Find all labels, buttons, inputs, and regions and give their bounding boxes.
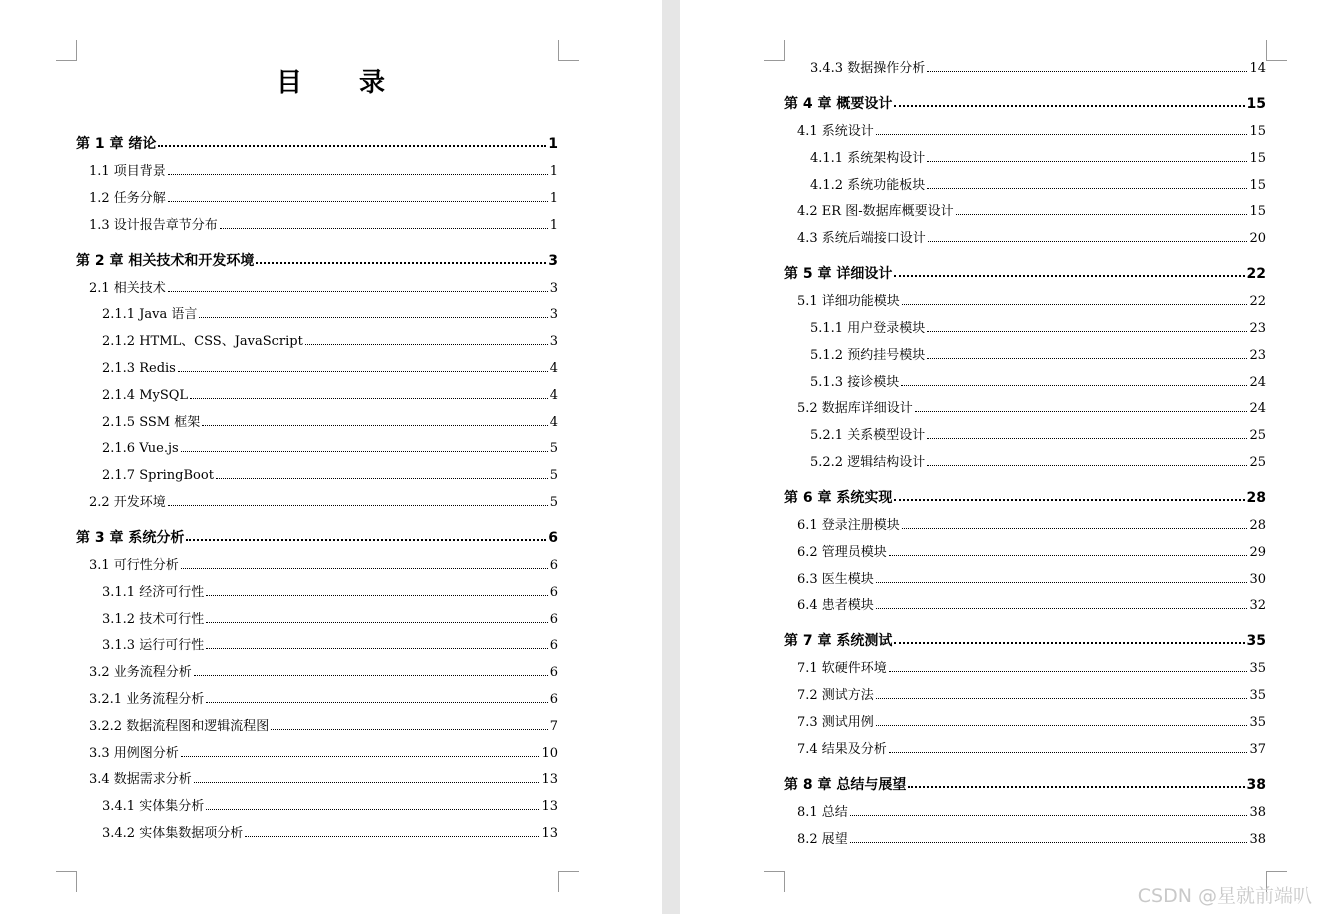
toc-dot-leader	[305, 344, 548, 345]
toc-entry-page: 6	[548, 530, 558, 546]
toc-dot-leader	[894, 642, 1244, 644]
toc-dot-leader	[927, 465, 1247, 466]
toc-entry-label: 5.1 详细功能模块	[797, 294, 900, 310]
toc-entry[interactable]	[102, 827, 558, 840]
toc-dot-leader	[889, 752, 1248, 753]
toc-entry[interactable]	[810, 322, 1266, 335]
toc-entry-label: 3.1.1 经济可行性	[102, 584, 205, 600]
toc-entry-page: 32	[1249, 598, 1266, 614]
toc-entry[interactable]	[784, 491, 1266, 505]
toc-entry-page: 28	[1249, 518, 1266, 533]
toc-entry[interactable]	[89, 720, 558, 733]
toc-entry-page: 1	[548, 136, 558, 152]
toc-entry-label: 3.2 业务流程分析	[89, 665, 192, 681]
toc-dot-leader	[876, 698, 1248, 699]
toc-entry[interactable]	[797, 716, 1266, 729]
toc-entry-label: 3.4.2 实体集数据项分析	[102, 826, 244, 841]
toc-entry-page: 7	[549, 718, 558, 734]
crop-mark-bottom-left	[764, 871, 785, 892]
toc-entry[interactable]	[797, 546, 1266, 559]
crop-mark-top-left	[764, 40, 785, 61]
toc-entry-label: 第 1 章 绪论	[76, 136, 157, 152]
toc-entry[interactable]	[89, 496, 558, 509]
toc-entry-label: 3.2.1 业务流程分析	[89, 692, 205, 707]
toc-entry[interactable]	[784, 267, 1266, 281]
toc-entry-page: 30	[1249, 571, 1266, 587]
toc-entry[interactable]	[797, 232, 1266, 245]
toc-dot-leader	[927, 188, 1247, 189]
toc-entry[interactable]	[797, 662, 1266, 675]
toc-entry-page: 4	[549, 387, 558, 403]
toc-entry-page: 6	[549, 692, 558, 707]
toc-entry[interactable]	[797, 743, 1266, 756]
toc-entry-page: 3	[549, 334, 558, 350]
toc-entry[interactable]	[89, 666, 558, 679]
crop-mark-bottom-left	[56, 871, 77, 892]
toc-entry-label: 6.1 登录注册模块	[797, 518, 900, 533]
toc-entry-page: 6	[549, 584, 558, 600]
toc-entry-label: 2.1.7 SpringBoot	[102, 468, 214, 484]
toc-entry[interactable]	[89, 192, 558, 205]
toc-entry-page: 5	[549, 468, 558, 484]
toc-title-char: 目	[275, 68, 303, 98]
toc-entry-label: 5.1.2 预约挂号模块	[810, 347, 926, 363]
toc-entry-label: 1.3 设计报告章节分布	[89, 217, 218, 233]
toc-dot-leader	[181, 451, 548, 452]
toc-dot-leader	[206, 648, 548, 649]
toc-entry-label: 1.1 项目背景	[89, 164, 166, 179]
toc-dot-leader	[220, 228, 548, 229]
toc-dot-leader	[206, 622, 548, 623]
toc-entry-page: 25	[1249, 428, 1266, 444]
toc-entry-page: 3	[548, 252, 558, 269]
toc-entry[interactable]	[89, 282, 558, 295]
toc-entry-label: 5.2.1 关系模型设计	[810, 428, 926, 444]
toc-entry[interactable]	[797, 402, 1266, 415]
toc-entry-label: 2.1.1 Java 语言	[102, 307, 198, 323]
toc-entry-label: 3.1.2 技术可行性	[102, 611, 205, 627]
toc-entry-label: 2.1.2 HTML、CSS、JavaScript	[102, 334, 303, 350]
toc-entry-page: 22	[1246, 266, 1266, 283]
toc-dot-leader	[902, 304, 1248, 305]
toc-title	[0, 62, 662, 99]
toc-entry-page: 22	[1249, 294, 1266, 310]
toc-entry-page: 15	[1246, 96, 1266, 112]
toc-dot-leader	[956, 214, 1248, 215]
toc-dot-leader	[181, 568, 548, 569]
toc-dot-leader	[889, 671, 1248, 672]
toc-dot-leader	[850, 842, 1248, 843]
toc-entry-page: 35	[1249, 715, 1266, 730]
toc-entry-page: 14	[1249, 61, 1266, 76]
toc-entry-label: 6.3 医生模块	[797, 571, 874, 587]
toc-dot-leader	[245, 836, 539, 837]
toc-entry[interactable]	[102, 469, 558, 482]
toc-entry-page: 20	[1249, 231, 1266, 247]
toc-entry[interactable]	[89, 747, 558, 760]
toc-dot-leader	[194, 782, 540, 783]
toc-entry-label: 2.1.4 MySQL	[102, 387, 189, 403]
toc-entry[interactable]	[810, 376, 1266, 389]
toc-entry-page: 15	[1249, 177, 1266, 193]
toc-dot-leader	[908, 786, 1244, 788]
crop-mark-top-right	[1266, 40, 1287, 61]
toc-entry[interactable]	[797, 519, 1266, 532]
toc-dot-leader	[876, 134, 1248, 135]
toc-entry-label: 1.2 任务分解	[89, 190, 166, 206]
toc-entry[interactable]	[102, 362, 558, 375]
toc-entry-page: 38	[1249, 804, 1266, 820]
toc-dot-leader	[158, 145, 546, 147]
toc-entry-label: 7.1 软硬件环境	[797, 661, 887, 677]
toc-dot-leader	[202, 425, 547, 426]
toc-entry-page: 35	[1249, 688, 1266, 704]
toc-entry-label: 第 2 章 相关技术和开发环境	[76, 252, 255, 269]
toc-dot-leader	[194, 675, 548, 676]
toc-entry-page: 38	[1249, 831, 1266, 847]
toc-dot-leader	[199, 317, 547, 318]
toc-entry-label: 第 3 章 系统分析	[76, 530, 185, 546]
toc-entry[interactable]	[102, 613, 558, 626]
toc-dot-leader	[894, 499, 1244, 501]
toc-entry-label: 3.4.3 数据操作分析	[810, 61, 926, 76]
toc-dot-leader	[168, 201, 548, 202]
toc-dot-leader	[216, 478, 548, 479]
toc-entry[interactable]	[102, 800, 558, 813]
toc-entry-label: 4.1.2 系统功能板块	[810, 177, 926, 193]
toc-entry[interactable]	[89, 773, 558, 786]
toc-entry-label: 第 4 章 概要设计	[784, 96, 893, 112]
toc-entry[interactable]	[797, 573, 1266, 586]
toc-entry[interactable]	[810, 429, 1266, 442]
toc-entry[interactable]	[89, 559, 558, 572]
toc-entry-label: 4.2 ER 图-数据库概要设计	[797, 204, 954, 220]
toc-dot-leader	[271, 729, 548, 730]
crop-mark-bottom-right	[558, 871, 579, 892]
toc-dot-leader	[927, 71, 1247, 72]
toc-dot-leader	[168, 174, 548, 175]
crop-mark-top-right	[558, 40, 579, 61]
toc-entry-label: 7.4 结果及分析	[797, 741, 887, 757]
toc-dot-leader	[928, 241, 1248, 242]
toc-entry-label: 2.1 相关技术	[89, 280, 166, 296]
toc-entry-label: 5.1.1 用户登录模块	[810, 321, 926, 336]
toc-dot-leader	[850, 815, 1248, 816]
toc-dot-leader	[186, 539, 546, 541]
toc-entry-label: 第 6 章 系统实现	[784, 490, 893, 506]
toc-entry[interactable]	[102, 308, 558, 321]
toc-dot-leader	[876, 582, 1248, 583]
toc-dot-leader	[256, 262, 546, 264]
toc-entry-label: 2.1.3 Redis	[102, 361, 176, 376]
toc-entry-page: 23	[1249, 347, 1266, 363]
toc-entry-page: 3	[549, 307, 558, 323]
toc-entry-page: 3	[549, 280, 558, 296]
toc-dot-leader	[168, 291, 548, 292]
toc-entry-page: 29	[1249, 544, 1266, 560]
toc-entry-label: 6.2 管理员模块	[797, 544, 887, 560]
toc-entry[interactable]	[797, 689, 1266, 702]
toc-entry[interactable]	[89, 693, 558, 706]
toc-entry-page: 1	[549, 190, 558, 206]
toc-entry-page: 6	[549, 638, 558, 654]
toc-entry[interactable]	[810, 179, 1266, 192]
toc-entry-page: 25	[1249, 455, 1266, 470]
toc-entry-page: 38	[1246, 776, 1266, 793]
toc-entry-label: 2.2 开发环境	[89, 495, 166, 510]
toc-entry[interactable]	[784, 97, 1266, 111]
toc-entry-page: 24	[1249, 374, 1266, 390]
toc-entry-label: 3.4 数据需求分析	[89, 772, 192, 788]
toc-dot-leader	[206, 702, 548, 703]
toc-entry[interactable]	[810, 456, 1266, 469]
toc-entry-page: 35	[1249, 661, 1266, 677]
toc-dot-leader	[927, 438, 1247, 439]
toc-entry-label: 4.1.1 系统架构设计	[810, 150, 926, 166]
toc-entry[interactable]	[797, 295, 1266, 308]
toc-entry[interactable]	[89, 165, 558, 178]
toc-entry-page: 6	[549, 665, 558, 681]
toc-title-char: 录	[359, 68, 387, 98]
toc-dot-leader	[927, 331, 1247, 332]
toc-dot-leader	[927, 161, 1247, 162]
toc-entry-label: 第 5 章 详细设计	[784, 266, 893, 283]
toc-dot-leader	[206, 595, 548, 596]
toc-entry-label: 4.1 系统设计	[797, 124, 874, 139]
toc-entry-page: 6	[549, 558, 558, 573]
toc-entry[interactable]	[784, 778, 1266, 792]
toc-entry-page: 24	[1249, 401, 1266, 417]
toc-entry[interactable]	[810, 349, 1266, 362]
toc-entry-page: 10	[541, 745, 558, 761]
toc-entry[interactable]	[102, 639, 558, 652]
toc-entry[interactable]	[797, 833, 1266, 846]
toc-entry-page: 15	[1249, 124, 1266, 139]
toc-entry-label: 4.3 系统后端接口设计	[797, 231, 926, 247]
toc-entry-page: 37	[1249, 741, 1266, 757]
toc-dot-leader	[168, 505, 548, 506]
toc-dot-leader	[894, 275, 1244, 277]
toc-dot-leader	[178, 371, 548, 372]
toc-entry-page: 6	[549, 611, 558, 627]
toc-entry-page: 13	[541, 799, 558, 815]
toc-entry-page: 15	[1249, 150, 1266, 166]
toc-entry-label: 2.1.6 Vue.js	[102, 441, 179, 457]
toc-entry-label: 3.4.1 实体集分析	[102, 799, 205, 815]
toc-entry[interactable]	[76, 254, 558, 268]
toc-entry-label: 3.1.3 运行可行性	[102, 638, 205, 654]
toc-entry[interactable]	[102, 335, 558, 348]
toc-entry-label: 3.1 可行性分析	[89, 558, 179, 573]
toc-entry[interactable]	[76, 531, 558, 545]
toc-dot-leader	[889, 555, 1248, 556]
toc-entry-page: 13	[541, 826, 558, 841]
toc-entry[interactable]	[89, 219, 558, 232]
page-gap	[662, 0, 680, 914]
toc-entry-page: 15	[1249, 204, 1266, 220]
toc-dot-leader	[902, 528, 1248, 529]
toc-dot-leader	[206, 809, 539, 810]
toc-entry[interactable]	[102, 586, 558, 599]
crop-mark-top-left	[56, 40, 77, 61]
toc-entry-label: 5.2.2 逻辑结构设计	[810, 455, 926, 470]
toc-entry[interactable]	[102, 416, 558, 429]
toc-entry-label: 5.1.3 接诊模块	[810, 374, 900, 390]
toc-entry[interactable]	[810, 152, 1266, 165]
toc-entry-label: 7.2 测试方法	[797, 688, 874, 704]
toc-entry[interactable]	[102, 389, 558, 402]
toc-entry[interactable]	[797, 205, 1266, 218]
toc-dot-leader	[894, 105, 1244, 107]
toc-dot-leader	[876, 608, 1248, 609]
toc-entry[interactable]	[76, 137, 558, 151]
toc-entry[interactable]	[797, 125, 1266, 138]
toc-entry-page: 13	[541, 772, 558, 788]
toc-entry-label: 3.3 用例图分析	[89, 745, 179, 761]
toc-dot-leader	[915, 411, 1248, 412]
toc-entry-page: 4	[549, 361, 558, 376]
toc-entry-label: 7.3 测试用例	[797, 715, 874, 730]
toc-dot-leader	[901, 385, 1247, 386]
toc-entry[interactable]	[784, 634, 1266, 648]
toc-entry-page: 23	[1249, 321, 1266, 336]
toc-entry-label: 8.1 总结	[797, 804, 848, 820]
toc-entry-label: 8.2 展望	[797, 831, 848, 847]
toc-entry-page: 1	[549, 217, 558, 233]
toc-entry[interactable]	[797, 599, 1266, 612]
toc-entry-page: 4	[549, 414, 558, 430]
toc-entry-label: 3.2.2 数据流程图和逻辑流程图	[89, 718, 270, 734]
toc-entry-label: 5.2 数据库详细设计	[797, 401, 913, 417]
toc-entry-page: 1	[549, 164, 558, 179]
toc-dot-leader	[190, 398, 548, 399]
toc-entry-label: 第 8 章 总结与展望	[784, 776, 907, 793]
toc-dot-leader	[927, 358, 1247, 359]
toc-dot-leader	[876, 725, 1248, 726]
toc-entry[interactable]	[810, 62, 1266, 75]
toc-entry[interactable]	[102, 442, 558, 455]
toc-entry[interactable]	[797, 806, 1266, 819]
toc-entry-page: 28	[1246, 490, 1266, 506]
toc-entry-label: 2.1.5 SSM 框架	[102, 414, 201, 430]
toc-entry-page: 5	[549, 441, 558, 457]
toc-entry-label: 第 7 章 系统测试	[784, 633, 893, 650]
toc-entry-page: 5	[549, 495, 558, 510]
toc-entry-label: 6.4 患者模块	[797, 598, 874, 614]
toc-entry-page: 35	[1246, 633, 1266, 650]
toc-dot-leader	[181, 756, 540, 757]
watermark: CSDN @星就前端叭	[1137, 885, 1312, 907]
